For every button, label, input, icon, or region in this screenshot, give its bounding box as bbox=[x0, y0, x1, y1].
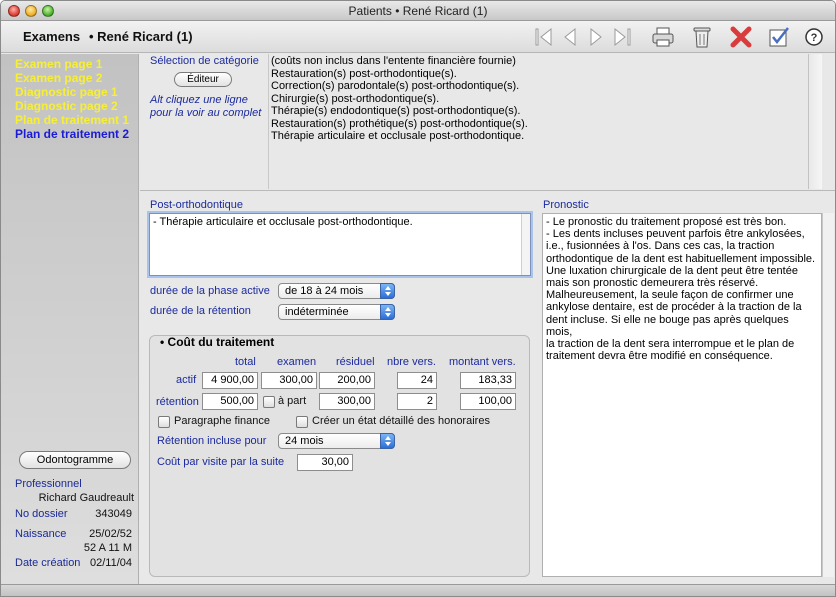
section-divider bbox=[140, 190, 836, 191]
sidebar bbox=[1, 54, 139, 584]
retention-included-value: 24 mois bbox=[285, 435, 324, 447]
column-header-examen: examen bbox=[277, 356, 317, 368]
sidebar-item-diagnostic-page-2[interactable]: Diagnostic page 2 bbox=[15, 99, 118, 113]
toolbar bbox=[1, 21, 835, 53]
category-list-item[interactable]: Thérapie articulaire et occlusale post-orthodontique. bbox=[271, 130, 525, 142]
main-panel bbox=[140, 54, 836, 584]
section-title: Examens bbox=[23, 29, 81, 44]
prognosis-line: - Le pronostic du traitement proposé est très bon. bbox=[546, 216, 787, 228]
prognosis-line: mais son pronostic demeurera très réservé. bbox=[546, 277, 759, 290]
post-ortho-scrollbar[interactable] bbox=[521, 214, 530, 275]
prognosis-line: la traction de la dent sera interrompue et le plan de bbox=[546, 338, 795, 351]
print-icon[interactable] bbox=[650, 25, 676, 49]
next-record-icon[interactable] bbox=[583, 25, 609, 49]
sidebar-item-examen-page-2[interactable]: Examen page 2 bbox=[15, 71, 103, 85]
prognosis-line: traitement devra être modifié en conséquence. bbox=[546, 350, 773, 363]
prognosis-line: ankylose dentaire, est de procéder à la traction de la bbox=[546, 301, 802, 314]
column-header-nbre: nbre vers. bbox=[387, 356, 436, 368]
retention-nbre-input[interactable]: 2 bbox=[397, 393, 437, 410]
retention-label: rétention bbox=[156, 396, 199, 408]
first-record-icon[interactable] bbox=[531, 25, 557, 49]
retention-included-label: Rétention incluse pour bbox=[157, 435, 267, 447]
actif-label: actif bbox=[176, 374, 197, 386]
visit-cost-input[interactable]: 30,00 bbox=[297, 454, 353, 471]
sidebar-item-diagnostic-page-1[interactable]: Diagnostic page 1 bbox=[15, 85, 118, 99]
dossier-value: 343049 bbox=[95, 508, 132, 520]
select-arrows-icon bbox=[380, 304, 395, 320]
help-icon[interactable] bbox=[801, 25, 827, 49]
trash-icon[interactable] bbox=[689, 25, 715, 49]
prognosis-line: i.e., fusionnées à l'os. Dans ces cas, la traction bbox=[546, 240, 775, 253]
last-record-icon[interactable] bbox=[609, 25, 635, 49]
prognosis-textarea[interactable] bbox=[542, 213, 822, 577]
select-arrows-icon bbox=[380, 283, 395, 299]
category-list-item[interactable]: Chirurgie(s) post-orthodontique(s). bbox=[271, 92, 440, 105]
dossier-label: No dossier bbox=[15, 508, 68, 520]
a-part-checkbox[interactable] bbox=[263, 396, 275, 408]
window-title: Patients • René Ricard (1) bbox=[348, 4, 488, 18]
patient-name: • René Ricard (1) bbox=[89, 29, 193, 44]
prognosis-line: - Les dents incluses peuvent parfois être ankylosées, bbox=[546, 228, 805, 241]
paragraph-finance-label: Paragraphe finance bbox=[174, 415, 271, 427]
column-header-total: total bbox=[235, 356, 256, 368]
validate-icon[interactable] bbox=[766, 25, 792, 49]
delete-icon[interactable] bbox=[728, 25, 754, 49]
post-ortho-label: Post-orthodontique bbox=[150, 199, 243, 211]
sidebar-item-plan-1[interactable]: Plan de traitement 1 bbox=[15, 113, 130, 127]
actif-montant-input[interactable]: 183,33 bbox=[460, 372, 516, 389]
birth-label: Naissance bbox=[15, 528, 67, 540]
category-list-item[interactable]: Restauration(s) prothétique(s) post-orthodontique(s). bbox=[271, 117, 528, 130]
actif-residuel-input[interactable]: 200,00 bbox=[319, 372, 375, 389]
sidebar-item-plan-2[interactable]: Plan de traitement 2 bbox=[15, 127, 130, 141]
professional-label: Professionnel bbox=[15, 478, 82, 490]
retention-duration-value: indéterminée bbox=[285, 306, 349, 318]
category-list-item[interactable]: Thérapie(s) endodontique(s) post-orthodontique(s). bbox=[271, 105, 521, 117]
category-hint-line: pour la voir au complet bbox=[150, 107, 262, 119]
created-label: Date création bbox=[15, 557, 81, 569]
professional-value: Richard Gaudreault bbox=[38, 492, 134, 504]
actif-total-input[interactable]: 4 900,00 bbox=[202, 372, 258, 389]
active-phase-select[interactable] bbox=[278, 283, 395, 299]
category-hint bbox=[150, 94, 261, 120]
select-arrows-icon bbox=[380, 433, 395, 449]
post-ortho-textarea[interactable] bbox=[149, 213, 531, 276]
created-value: 02/11/04 bbox=[89, 557, 132, 569]
visit-cost-label: Coût par visite par la suite bbox=[157, 456, 285, 468]
cost-title: • Coût du traitement bbox=[160, 335, 275, 349]
odontogram-button[interactable]: Odontogramme bbox=[19, 451, 131, 469]
prognosis-scrollbar[interactable] bbox=[822, 213, 834, 577]
a-part-label: à part bbox=[278, 395, 307, 407]
editor-button[interactable]: Éditeur bbox=[174, 72, 232, 87]
svg-text:?: ? bbox=[810, 32, 818, 44]
prognosis-line: Une luxation chirurgicale de la dent peut être tentée bbox=[546, 264, 798, 277]
age-value: 52 A 11 M bbox=[83, 542, 132, 554]
post-ortho-text: - Thérapie articulaire et occlusale post-orthodontique. bbox=[153, 216, 413, 228]
retention-duration-label: durée de la rétention bbox=[150, 305, 251, 317]
prognosis-line: dent incluse. Si elle ne bouge pas après quelques mois, bbox=[546, 313, 789, 338]
category-section bbox=[140, 54, 836, 190]
prognosis-line: orthodontique de la dent est habituellement impossible. bbox=[546, 252, 816, 265]
category-list-item[interactable]: (coûts non inclus dans l'entente financière fournie) bbox=[271, 55, 516, 67]
retention-montant-input[interactable]: 100,00 bbox=[460, 393, 516, 410]
category-list bbox=[268, 54, 808, 189]
retention-total-input[interactable]: 500,00 bbox=[202, 393, 258, 410]
sidebar-item-examen-page-1[interactable]: Examen page 1 bbox=[15, 57, 103, 71]
category-scrollbar[interactable] bbox=[808, 54, 822, 189]
detailed-statement-checkbox[interactable] bbox=[296, 416, 308, 428]
category-hint-line: Alt cliquez une ligne bbox=[150, 94, 248, 106]
active-phase-value: de 18 à 24 mois bbox=[285, 285, 364, 297]
actif-nbre-input[interactable]: 24 bbox=[397, 372, 437, 389]
actif-examen-input[interactable]: 300,00 bbox=[261, 372, 317, 389]
detailed-statement-label: Créer un état détaillé des honoraires bbox=[312, 415, 490, 427]
retention-duration-select[interactable] bbox=[278, 304, 395, 320]
column-header-montant: montant vers. bbox=[449, 356, 516, 368]
paragraph-finance-checkbox[interactable] bbox=[158, 416, 170, 428]
category-label: Sélection de catégorie bbox=[150, 55, 259, 67]
active-phase-label: durée de la phase active bbox=[150, 285, 270, 297]
category-list-item[interactable]: Restauration(s) post-orthodontique(s). bbox=[271, 67, 457, 80]
prognosis-label: Pronostic bbox=[543, 199, 589, 211]
title-bar bbox=[1, 1, 835, 21]
birth-value: 25/02/52 bbox=[89, 528, 132, 540]
prognosis-line: Malheureusement, la seule façon de confirmer une bbox=[546, 289, 794, 302]
column-header-residuel: résiduel bbox=[336, 356, 375, 368]
category-list-item[interactable]: Correction(s) parodontale(s) post-orthodontique(s). bbox=[271, 80, 520, 92]
retention-included-select[interactable] bbox=[278, 433, 395, 449]
previous-record-icon[interactable] bbox=[557, 25, 583, 49]
retention-residuel-input[interactable]: 300,00 bbox=[319, 393, 375, 410]
window-bottom-bar bbox=[1, 584, 836, 597]
